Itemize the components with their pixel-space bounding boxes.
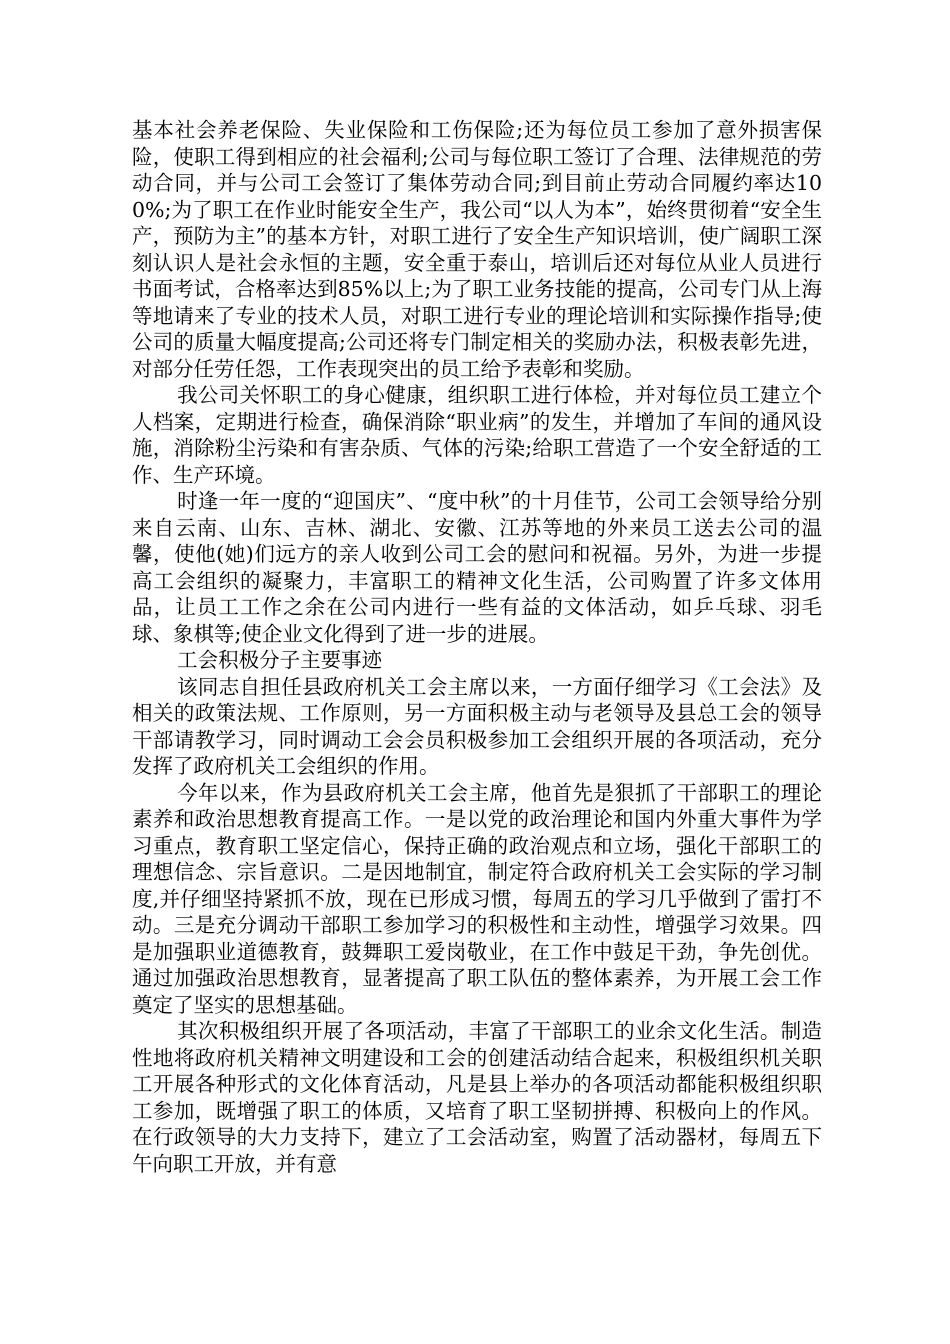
section-heading: 工会积极分子主要事迹 bbox=[177, 648, 383, 672]
paragraph-5: 今年以来，作为县政府机关工会主席，他首先是狠抓了干部职工的理论素养和政治思想教育提高工作。一是以党的政治理论和国内外重大事件为学习重点，教育职工坚定信心，保持正确的政治观点和立场，强化干部职工的理想信念、宗旨意识。二是因地制宜，制定符合政府机关工会实际的学习制度,并仔细坚持紧抓不放，现在已形成习惯，每周五的学习几乎做到了雷打不动。三是充分调动干部职工参加学习的积极性和主动性，增强学习效果。四是加强职业道德教育，鼓舞职工爱岗敬业，在工作中鼓足干劲，争先创优。通过加强政治思想教育，显著提高了职工队伍的整体素养，为开展工会工作奠定了坚实的思想基础。 bbox=[132, 780, 822, 1017]
paragraph-1: 基本社会养老保险、失业保险和工伤保险;还为每位员工参加了意外损害保险，使职工得到相应的社会福利;公司与每位职工签订了合理、法律规范的劳动合同，并与公司工会签订了集体劳动合同;到目前止劳动合同履约率达100%;为了职工在作业时能安全生产，我公司“以人为本”，始终贯彻着“安全生产，预防为主”的基本方针，对职工进行了安全生产知识培训，使广阔职工深刻认识人是社会永恒的主题，安全重于泰山，培训后还对每位从业人员进行书面考试，合格率达到85%以上;为了职工业务技能的提高，公司专门从上海等地请来了专业的技术人员，对职工进行专业的理论培训和实际操作指导;使公司的质量大幅度提高;公司还将专门制定相关的奖励办法，积极表彰先进，对部分任劳任怨，工作表现突出的员工给予表彰和奖励。 bbox=[132, 118, 822, 381]
document-body bbox=[132, 117, 822, 1177]
paragraph-6: 其次积极组织开展了各项活动，丰富了干部职工的业余文化生活。制造性地将政府机关精神文明建设和工会的创建活动结合起来，积极组织机关职工开展各种形式的文化体育活动，凡是县上举办的各项活动都能积极组织职工参加，既增强了职工的体质，又培育了职工坚韧拼搏、积极向上的作风。在行政领导的大力支持下，建立了工会活动室，购置了活动器材，每周五下午向职工开放，并有意 bbox=[132, 1019, 822, 1176]
paragraph-4: 该同志自担任县政府机关工会主席以来，一方面仔细学习《工会法》及相关的政策法规、工作原则，另一方面积极主动与老领导及县总工会的领导干部请教学习，同时调动工会会员积极参加工会组织开展的各项活动，充分发挥了政府机关工会组织的作用。 bbox=[132, 674, 822, 778]
paragraph-3: 时逢一年一度的“迎国庆”、“度中秋”的十月佳节，公司工会领导给分别来自云南、山东、吉林、湖北、安徽、江苏等地的外来员工送去公司的温馨，使他(她)们远方的亲人收到公司工会的慰问和祝福。另外，为进一步提高工会组织的凝聚力，丰富职工的精神文化生活，公司购置了许多文体用品，让员工工作之余在公司内进行一些有益的文体活动，如乒乓球、羽毛球、象棋等;使企业文化得到了进一步的进展。 bbox=[132, 489, 822, 646]
paragraph-2: 我公司关怀职工的身心健康，组织职工进行体检，并对每位员工建立个人档案，定期进行检查，确保消除“职业病”的发生，并增加了车间的通风设施，消除粉尘污染和有害杂质、气体的污染;给职工营造了一个安全舒适的工作、生产环境。 bbox=[132, 383, 822, 487]
